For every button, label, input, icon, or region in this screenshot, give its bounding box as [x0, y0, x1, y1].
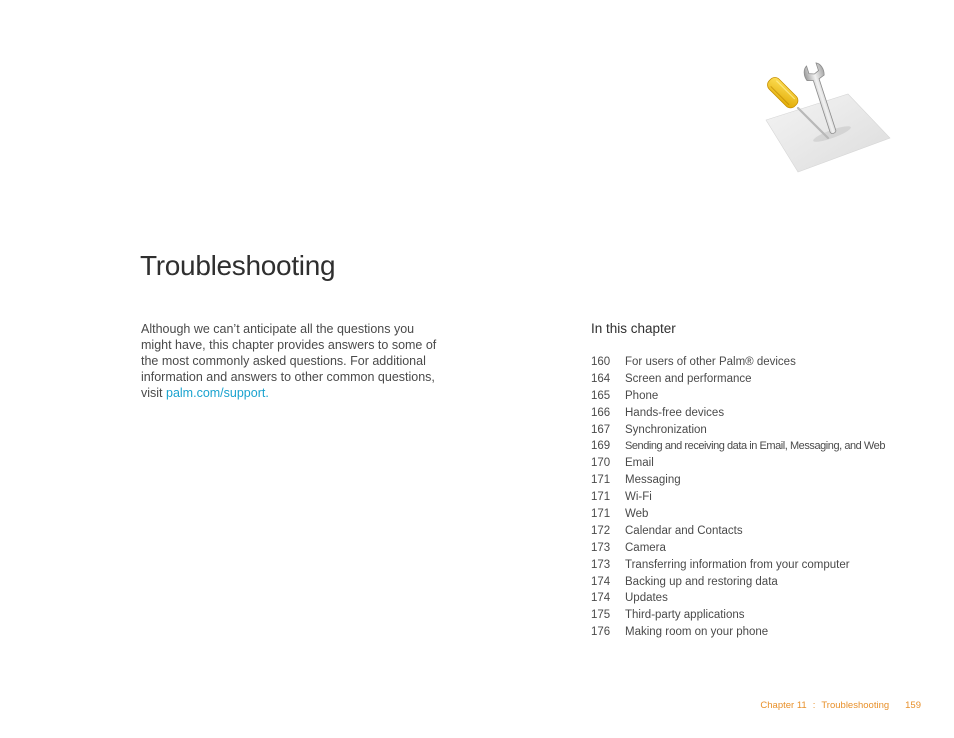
- toc-page-number: 169: [591, 440, 611, 453]
- toc-item[interactable]: [591, 472, 885, 489]
- toc-item[interactable]: [591, 438, 885, 455]
- footer-separator: :: [812, 700, 816, 711]
- footer-section: Troubleshooting: [821, 700, 890, 711]
- toc-page-number: 166: [591, 406, 611, 419]
- toc-item[interactable]: [591, 590, 885, 607]
- toc-label: Camera: [625, 541, 666, 554]
- toc-item[interactable]: [591, 506, 885, 523]
- toc-item[interactable]: [591, 607, 885, 624]
- toc-item[interactable]: [591, 489, 885, 506]
- toc-item[interactable]: [591, 540, 885, 557]
- toc-label: Hands-free devices: [625, 406, 725, 419]
- toc-item[interactable]: [591, 371, 885, 388]
- toc-label: Sending and receiving data in Email, Messaging, and Web: [625, 440, 885, 453]
- toc-label: Messaging: [625, 474, 681, 487]
- toc-page-number: 172: [591, 524, 611, 537]
- toc-label: Web: [625, 508, 649, 521]
- chapter-toc: [591, 354, 885, 641]
- support-link[interactable]: palm.com/support: [166, 386, 266, 400]
- toc-page-number: 165: [591, 389, 611, 402]
- toc-item[interactable]: [591, 422, 885, 439]
- toc-page-number: 173: [591, 558, 611, 571]
- toc-label: Third-party applications: [625, 609, 745, 622]
- toc-item[interactable]: [591, 388, 885, 405]
- intro-text: Although we can’t anticipate all the questions you might have, this chapter provides answers to some of the most commonly asked questions. For additional information and answers to other common questions, visit: [141, 322, 437, 400]
- toc-page-number: 171: [591, 491, 611, 504]
- toc-page-number: 167: [591, 423, 611, 436]
- toc-item[interactable]: [591, 523, 885, 540]
- toc-item[interactable]: [591, 624, 885, 641]
- toc-page-number: 174: [591, 592, 611, 605]
- toc-label: Making room on your phone: [625, 626, 769, 639]
- toc-page-number: 173: [591, 541, 611, 554]
- toc-label: Screen and performance: [625, 372, 752, 385]
- toc-item[interactable]: [591, 574, 885, 591]
- toc-page-number: 171: [591, 508, 611, 521]
- toc-item[interactable]: [591, 455, 885, 472]
- intro-paragraph: [141, 321, 441, 401]
- toc-label: For users of other Palm® devices: [625, 356, 796, 368]
- toc-page-number: 160: [591, 356, 611, 368]
- toc-page-number: 164: [591, 372, 611, 385]
- toc-label: Backing up and restoring data: [625, 575, 778, 588]
- toc-label: Wi-Fi: [625, 491, 652, 504]
- footer-chapter: Chapter 11: [760, 700, 807, 711]
- toc-label: Transferring information from your computer: [625, 558, 850, 571]
- toc-label: Synchronization: [625, 423, 707, 436]
- page-footer: [760, 700, 921, 711]
- page-title: Troubleshooting: [140, 250, 336, 281]
- toc-item[interactable]: [591, 557, 885, 574]
- intro-end: .: [265, 386, 269, 400]
- toc-label: Email: [625, 457, 654, 470]
- screwdriver-and-wrench-icon: [752, 54, 896, 214]
- toc-item[interactable]: [591, 354, 885, 371]
- toc-heading: In this chapter: [591, 321, 676, 336]
- footer-page-number: 159: [905, 700, 921, 711]
- toc-page-number: 174: [591, 575, 611, 588]
- toc-label: Calendar and Contacts: [625, 524, 743, 537]
- toc-page-number: 176: [591, 626, 611, 639]
- toc-item[interactable]: [591, 405, 885, 422]
- toc-label: Phone: [625, 389, 659, 402]
- toc-label: Updates: [625, 592, 668, 605]
- toc-page-number: 170: [591, 457, 611, 470]
- toc-page-number: 175: [591, 609, 611, 622]
- toc-page-number: 171: [591, 474, 611, 487]
